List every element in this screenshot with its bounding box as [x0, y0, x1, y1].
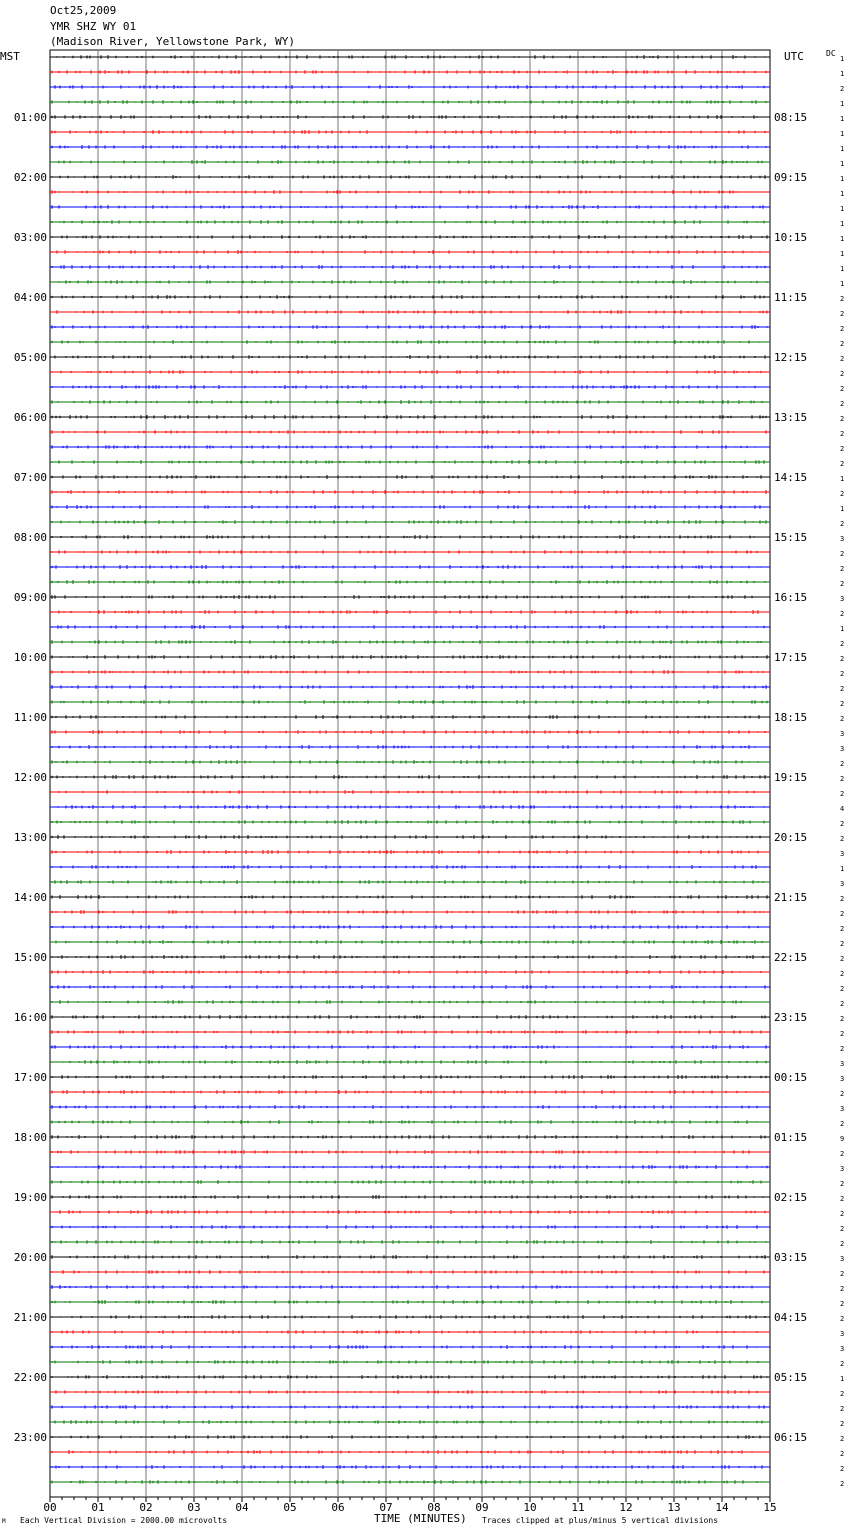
right-hour-label: 11:15: [774, 291, 808, 304]
dc-value: 1: [840, 265, 845, 273]
dc-value: 1: [840, 220, 845, 228]
dc-value: 2: [840, 490, 845, 498]
x-tick-label: 04: [235, 1501, 249, 1514]
clip-note: Traces clipped at plus/minus 5 vertical divisions: [482, 1516, 719, 1525]
x-tick-label: 10: [523, 1501, 537, 1514]
dc-value: 3: [840, 1330, 845, 1338]
left-timezone-label: MST: [0, 50, 20, 63]
header-station: YMR SHZ WY 01: [50, 20, 137, 33]
dc-value: 2: [840, 910, 845, 918]
dc-value: 2: [840, 1285, 845, 1293]
dc-value: 2: [840, 775, 845, 783]
right-hour-label: 12:15: [774, 351, 808, 364]
x-tick-label: 03: [187, 1501, 201, 1514]
dc-value: 1: [840, 475, 845, 483]
dc-value: 3: [840, 535, 845, 543]
dc-value: 2: [840, 550, 845, 558]
dc-value: 2: [840, 310, 845, 318]
left-hour-label: 21:00: [13, 1311, 47, 1324]
dc-value: 2: [840, 1195, 845, 1203]
dc-value: 2: [840, 1315, 845, 1323]
left-hour-label: 19:00: [13, 1191, 47, 1204]
dc-value: 2: [840, 295, 845, 303]
dc-value: 2: [840, 1420, 845, 1428]
left-hour-label: 13:00: [13, 831, 47, 844]
right-hour-label: 19:15: [774, 771, 808, 784]
x-tick-label: 07: [379, 1501, 393, 1514]
dc-value: 2: [840, 670, 845, 678]
dc-value: 1: [840, 175, 845, 183]
x-tick-label: 06: [331, 1501, 345, 1514]
left-hour-label: 15:00: [13, 951, 47, 964]
dc-value: 2: [840, 370, 845, 378]
dc-value: 2: [840, 700, 845, 708]
left-hour-label: 12:00: [13, 771, 47, 784]
right-hour-label: 14:15: [774, 471, 808, 484]
dc-value: 1: [840, 70, 845, 78]
left-hour-label: 22:00: [13, 1371, 47, 1384]
right-hour-label: 05:15: [774, 1371, 808, 1384]
dc-value: 4: [840, 805, 845, 813]
right-hour-label: 21:15: [774, 891, 808, 904]
dc-value: 2: [840, 340, 845, 348]
x-tick-label: 09: [475, 1501, 489, 1514]
left-hour-label: 17:00: [13, 1071, 47, 1084]
right-hour-label: 01:15: [774, 1131, 808, 1144]
dc-value: 2: [840, 955, 845, 963]
dc-value: 2: [840, 400, 845, 408]
dc-value: 2: [840, 685, 845, 693]
right-hour-label: 10:15: [774, 231, 808, 244]
dc-value: 2: [840, 1435, 845, 1443]
dc-value: 2: [840, 1270, 845, 1278]
dc-value: 3: [840, 595, 845, 603]
dc-value: 2: [840, 1465, 845, 1473]
dc-value: 2: [840, 580, 845, 588]
dc-value: 2: [840, 835, 845, 843]
dc-value: 2: [840, 520, 845, 528]
x-tick-label: 05: [283, 1501, 297, 1514]
dc-value: 1: [840, 505, 845, 513]
dc-value: 2: [840, 820, 845, 828]
dc-value: 2: [840, 1405, 845, 1413]
x-tick-label: 00: [43, 1501, 57, 1514]
dc-value: 2: [840, 895, 845, 903]
dc-value: 1: [840, 625, 845, 633]
dc-value: 1: [840, 190, 845, 198]
dc-value: 1: [840, 235, 845, 243]
dc-value: 2: [840, 1150, 845, 1158]
dc-value: 2: [840, 1045, 845, 1053]
dc-value: 1: [840, 865, 845, 873]
dc-value: 3: [840, 1255, 845, 1263]
dc-value: 2: [840, 1210, 845, 1218]
dc-value: 2: [840, 640, 845, 648]
dc-value: 2: [840, 325, 845, 333]
x-tick-label: 08: [427, 1501, 441, 1514]
dc-value: 2: [840, 1030, 845, 1038]
left-hour-label: 08:00: [13, 531, 47, 544]
right-hour-label: 22:15: [774, 951, 808, 964]
dc-value: 2: [840, 430, 845, 438]
dc-value: 2: [840, 1240, 845, 1248]
dc-value: 2: [840, 1180, 845, 1188]
right-hour-label: 09:15: [774, 171, 808, 184]
left-hour-label: 04:00: [13, 291, 47, 304]
dc-value: 2: [840, 460, 845, 468]
dc-value: 2: [840, 715, 845, 723]
dc-value: 2: [840, 1015, 845, 1023]
right-timezone-label: UTC: [784, 50, 804, 63]
right-hour-label: 13:15: [774, 411, 808, 424]
right-hour-label: 16:15: [774, 591, 808, 604]
dc-value: 1: [840, 160, 845, 168]
dc-value: 2: [840, 1390, 845, 1398]
dc-value: 1: [840, 205, 845, 213]
dc-value: 2: [840, 1120, 845, 1128]
right-hour-label: 17:15: [774, 651, 808, 664]
dc-value: 2: [840, 445, 845, 453]
left-hour-label: 05:00: [13, 351, 47, 364]
dc-value: 1: [840, 280, 845, 288]
scale-note: Each Vertical Division = 2000.00 microvolts: [20, 1516, 228, 1525]
dc-value: 2: [840, 85, 845, 93]
right-hour-label: 23:15: [774, 1011, 808, 1024]
dc-value: 3: [840, 745, 845, 753]
right-hour-label: 15:15: [774, 531, 808, 544]
dc-value: 3: [840, 880, 845, 888]
corner-mark: M: [2, 1518, 6, 1525]
left-hour-label: 02:00: [13, 171, 47, 184]
dc-value: 1: [840, 250, 845, 258]
dc-value: 2: [840, 1360, 845, 1368]
right-hour-label: 20:15: [774, 831, 808, 844]
left-hour-label: 23:00: [13, 1431, 47, 1444]
dc-value: 2: [840, 1300, 845, 1308]
dc-value: 1: [840, 115, 845, 123]
dc-value: 2: [840, 1225, 845, 1233]
left-hour-label: 20:00: [13, 1251, 47, 1264]
dc-value: 2: [840, 610, 845, 618]
left-hour-label: 06:00: [13, 411, 47, 424]
dc-value: 3: [840, 1345, 845, 1353]
header-location: (Madison River, Yellowstone Park, WY): [50, 35, 296, 48]
dc-value: 3: [840, 730, 845, 738]
left-hour-label: 14:00: [13, 891, 47, 904]
left-hour-label: 16:00: [13, 1011, 47, 1024]
dc-value: 2: [840, 940, 845, 948]
dc-value: 2: [840, 385, 845, 393]
dc-value: 2: [840, 415, 845, 423]
dc-value: 3: [840, 1165, 845, 1173]
right-hour-label: 02:15: [774, 1191, 808, 1204]
dc-value: 2: [840, 760, 845, 768]
x-tick-label: 14: [715, 1501, 729, 1514]
dc-value: 2: [840, 1000, 845, 1008]
left-hour-label: 09:00: [13, 591, 47, 604]
dc-value: 2: [840, 925, 845, 933]
x-tick-label: 11: [571, 1501, 585, 1514]
right-hour-label: 00:15: [774, 1071, 808, 1084]
dc-value: 1: [840, 130, 845, 138]
dc-value: 1: [840, 145, 845, 153]
left-hour-label: 18:00: [13, 1131, 47, 1144]
header-date: Oct25,2009: [50, 4, 117, 17]
dc-value: 2: [840, 1090, 845, 1098]
left-hour-label: 11:00: [13, 711, 47, 724]
dc-value: 2: [840, 355, 845, 363]
dc-value: 1: [840, 55, 845, 63]
dc-value: 3: [840, 850, 845, 858]
left-hour-label: 07:00: [13, 471, 47, 484]
dc-value: 2: [840, 1480, 845, 1488]
dc-value: 1: [840, 100, 845, 108]
x-tick-label: 13: [667, 1501, 681, 1514]
dc-value: 2: [840, 970, 845, 978]
dc-value: 1: [840, 1375, 845, 1383]
x-tick-label: 12: [619, 1501, 633, 1514]
x-tick-label: 02: [139, 1501, 153, 1514]
left-hour-label: 03:00: [13, 231, 47, 244]
dc-value: 3: [840, 1075, 845, 1083]
left-hour-label: 10:00: [13, 651, 47, 664]
x-tick-label: 01: [91, 1501, 105, 1514]
dc-value: 2: [840, 565, 845, 573]
dc-value: 9: [840, 1135, 845, 1143]
dc-value: 2: [840, 985, 845, 993]
right-hour-label: 03:15: [774, 1251, 808, 1264]
right-hour-label: 08:15: [774, 111, 808, 124]
dc-value: 2: [840, 790, 845, 798]
dc-value: 2: [840, 1450, 845, 1458]
right-hour-label: 18:15: [774, 711, 808, 724]
dc-value: 3: [840, 1105, 845, 1113]
x-axis-label: TIME (MINUTES): [374, 1512, 467, 1525]
left-hour-label: 01:00: [13, 111, 47, 124]
dc-value: 2: [840, 655, 845, 663]
x-tick-label: 15: [763, 1501, 777, 1514]
dc-header-label: DC: [826, 49, 836, 58]
dc-value: 3: [840, 1060, 845, 1068]
right-hour-label: 06:15: [774, 1431, 808, 1444]
right-hour-label: 04:15: [774, 1311, 808, 1324]
